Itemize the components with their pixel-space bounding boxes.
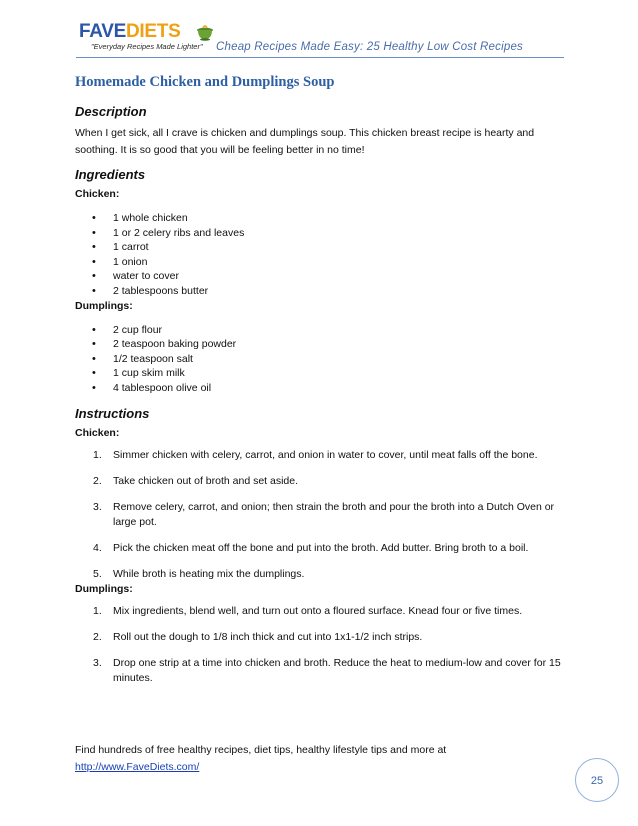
- ingredients-dumplings-group: [75, 299, 565, 396]
- favediets-link[interactable]: http://www.FaveDiets.com/: [75, 761, 200, 773]
- step-number: 2.: [93, 474, 102, 487]
- ingredient-item: • 1 cup skim milk: [75, 366, 565, 381]
- instruction-step: [75, 474, 565, 489]
- instructions-group-label: Chicken:: [75, 426, 120, 439]
- recipe-content: [75, 74, 565, 697]
- instructions-dumplings-group: [75, 582, 565, 686]
- instructions-list: [75, 604, 565, 686]
- step-number: 3.: [93, 656, 102, 669]
- ingredient-item: • 1 whole chicken: [75, 211, 565, 226]
- ingredients-list: [75, 323, 565, 396]
- step-text: Mix ingredients, blend well, and turn out onto a floured surface. Knead four or five times.: [113, 604, 523, 617]
- step-number: 3.: [93, 500, 102, 513]
- instruction-step: [75, 500, 565, 530]
- step-text: While broth is heating mix the dumplings.: [113, 567, 305, 580]
- instructions-chicken-group: [75, 426, 565, 582]
- instruction-step: [75, 604, 565, 619]
- step-number: 5.: [93, 567, 102, 580]
- header-divider: [76, 57, 564, 58]
- ingredients-heading: Ingredients: [75, 167, 146, 182]
- instruction-step: [75, 448, 565, 463]
- description-text: When I get sick, all I crave is chicken and dumplings soup. This chicken breast recipe is hearty and soothing. It is so good that you will be feeling better in no time!: [75, 127, 535, 156]
- instructions-group-label: Dumplings:: [75, 582, 133, 595]
- step-text: Remove celery, carrot, and onion; then strain the broth and pour the broth into a Dutch Oven or large pot.: [113, 500, 555, 528]
- ingredient-item: • 1 carrot: [75, 240, 565, 255]
- logo-wordmark: [79, 22, 180, 42]
- step-number: 1.: [93, 604, 102, 617]
- ingredients-group-label: Chicken:: [75, 188, 120, 200]
- instructions-heading: Instructions: [75, 405, 150, 421]
- step-number: 2.: [93, 630, 102, 643]
- ingredients-chicken-group: [75, 187, 565, 299]
- ingredient-item: • 4 tablespoon olive oil: [75, 381, 565, 396]
- step-text: Roll out the dough to 1/8 inch thick and cut into 1x1-1/2 inch strips.: [113, 630, 423, 643]
- instruction-step: [75, 541, 565, 556]
- step-number: 1.: [93, 448, 102, 461]
- ingredient-item: • 2 teaspoon baking powder: [75, 337, 565, 352]
- step-number: 4.: [93, 541, 102, 554]
- recipe-title: Homemade Chicken and Dumplings Soup: [75, 74, 335, 90]
- favediets-logo[interactable]: [79, 22, 214, 54]
- step-text: Pick the chicken meat off the bone and put into the broth. Add butter. Bring broth to a boil.: [113, 541, 529, 554]
- logo-tagline: "Everyday Recipes Made Lighter": [91, 42, 203, 51]
- step-text: Drop one strip at a time into chicken and broth. Reduce the heat to medium-low and cover for 15 minutes.: [113, 656, 561, 684]
- ingredient-item: • 2 tablespoons butter: [75, 284, 565, 299]
- step-text: Simmer chicken with celery, carrot, and onion in water to cover, until meat falls off the bone.: [113, 448, 538, 461]
- ingredient-item: • 2 cup flour: [75, 323, 565, 338]
- step-text: Take chicken out of broth and set aside.: [113, 474, 299, 487]
- logo-wordmark-part1: FAVE: [79, 21, 127, 42]
- pot-icon: [195, 24, 215, 42]
- ingredients-list: [75, 211, 565, 299]
- instruction-step: [75, 567, 565, 582]
- instruction-step: [75, 630, 565, 645]
- footer-text: Find hundreds of free healthy recipes, diet tips, healthy lifestyle tips and more at: [75, 744, 447, 756]
- ingredient-item: • 1 or 2 celery ribs and leaves: [75, 226, 565, 241]
- ingredients-group-label: Dumplings:: [75, 299, 133, 312]
- instructions-list: [75, 448, 565, 582]
- ingredient-item: • 1/2 teaspoon salt: [75, 352, 565, 367]
- logo-wordmark-part2: DIETS: [126, 21, 181, 42]
- ingredient-item: • 1 onion: [75, 255, 565, 270]
- description-heading: Description: [75, 104, 147, 119]
- ingredient-item: • water to cover: [75, 269, 565, 284]
- page-number-badge: 25: [575, 758, 619, 802]
- header-document-title: Cheap Recipes Made Easy: 25 Healthy Low Cost Recipes: [216, 41, 523, 53]
- instruction-step: [75, 656, 565, 686]
